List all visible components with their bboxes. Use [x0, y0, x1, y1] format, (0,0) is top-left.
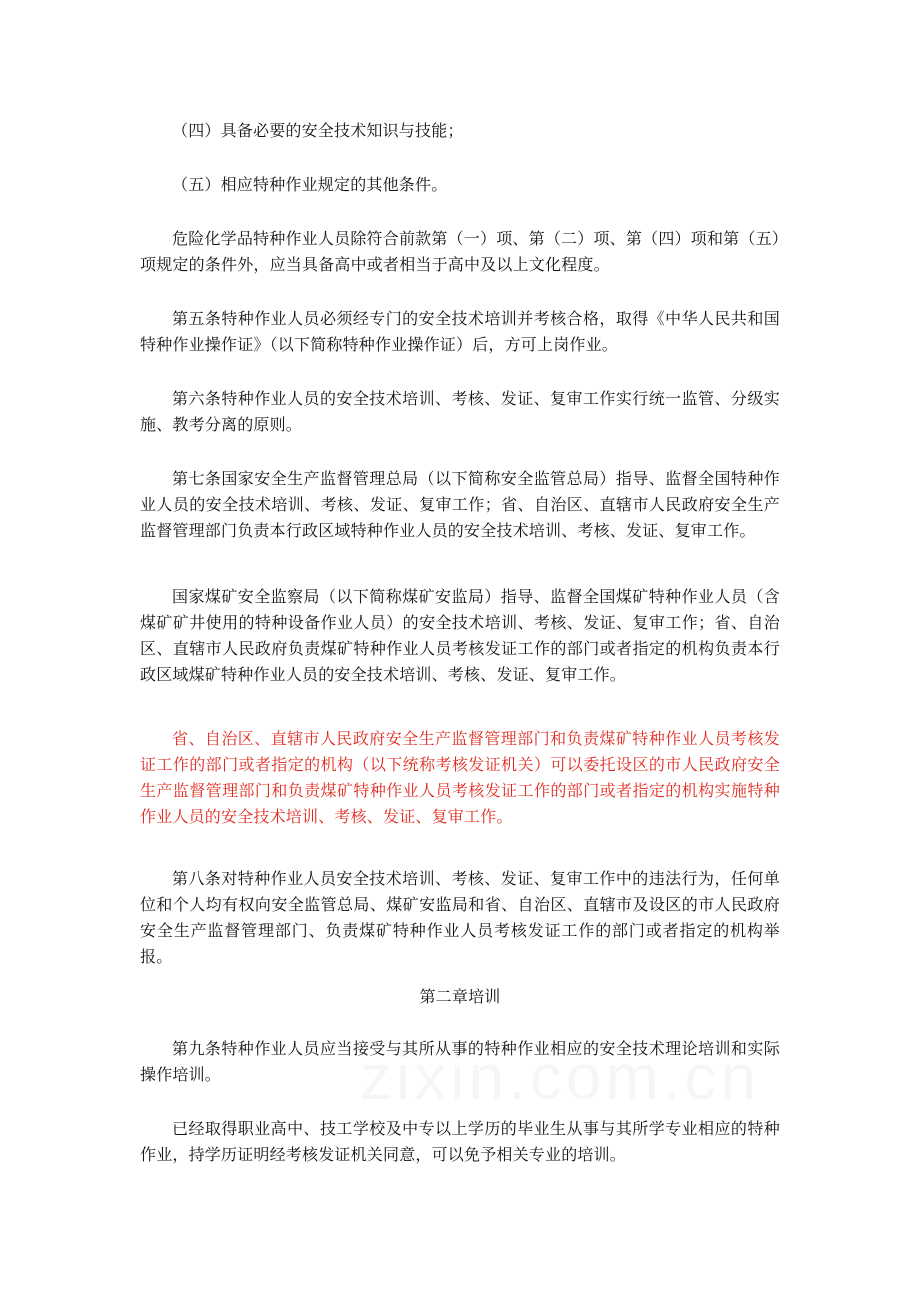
exemption-paragraph: 已经取得职业高中、技工学校及中专以上学历的毕业生从事与其所学专业相应的特种作业，持学历证明经考核发证机关同意，可以免予相关专业的培训。 — [140, 1119, 780, 1164]
coal-mine-paragraph: 国家煤矿安全监察局（以下简称煤矿安监局）指导、监督全国煤矿特种作业人员（含煤矿矿井使用的特种设备作业人员）的安全技术培训、考核、发证、复审工作；省、自治区、直辖市人民政府负责煤矿特种作业人员考核发证工作的部门或者指定的机构负责本行政区域煤矿特种作业人员的安全技术培训、考核、发证、复审工作。 — [140, 587, 780, 684]
article-five: 第五条特种作业人员必须经专门的安全技术培训并考核合格，取得《中华人民共和国特种作业操作证》（以下简称特种作业操作证）后，方可上岗作业。 — [140, 309, 780, 354]
article-six: 第六条特种作业人员的安全技术培训、考核、发证、复审工作实行统一监管、分级实施、教考分离的原则。 — [140, 389, 780, 434]
chapter-heading: 第二章培训 — [419, 987, 501, 1006]
item-four: （四）具备必要的安全技术知识与技能； — [172, 121, 464, 140]
hazardous-chemicals-paragraph: 危险化学品特种作业人员除符合前款第（一）项、第（二）项、第（四）项和第（五）项规定的条件外，应当具备高中或者相当于高中及以上文化程度。 — [140, 229, 780, 274]
delegation-paragraph-highlighted: 省、自治区、直辖市人民政府安全生产监督管理部门和负责煤矿特种作业人员考核发证工作的部门或者指定的机构（以下统称考核发证机关）可以委托设区的市人民政府安全生产监督管理部门和负责煤矿特种作业人员考核发证工作的部门或者指定的机构实施特种作业人员的安全技术培训、考核、发证、复审工作。 — [140, 729, 780, 826]
article-nine: 第九条特种作业人员应当接受与其所从事的特种作业相应的安全技术理论培训和实际操作培训。 — [140, 1039, 780, 1084]
item-five: （五）相应特种作业规定的其他条件。 — [172, 175, 448, 194]
article-eight: 第八条对特种作业人员安全技术培训、考核、发证、复审工作中的违法行为，任何单位和个人均有权向安全监管总局、煤矿安监局和省、自治区、直辖市及设区的市人民政府安全生产监督管理部门、负责煤矿特种作业人员考核发证工作的部门或者指定的机构举报。 — [140, 869, 780, 966]
article-seven: 第七条国家安全生产监督管理总局（以下简称安全监管总局）指导、监督全国特种作业人员的安全技术培训、考核、发证、复审工作；省、自治区、直辖市人民政府安全生产监督管理部门负责本行政区域特种作业人员的安全技术培训、考核、发证、复审工作。 — [140, 469, 780, 540]
